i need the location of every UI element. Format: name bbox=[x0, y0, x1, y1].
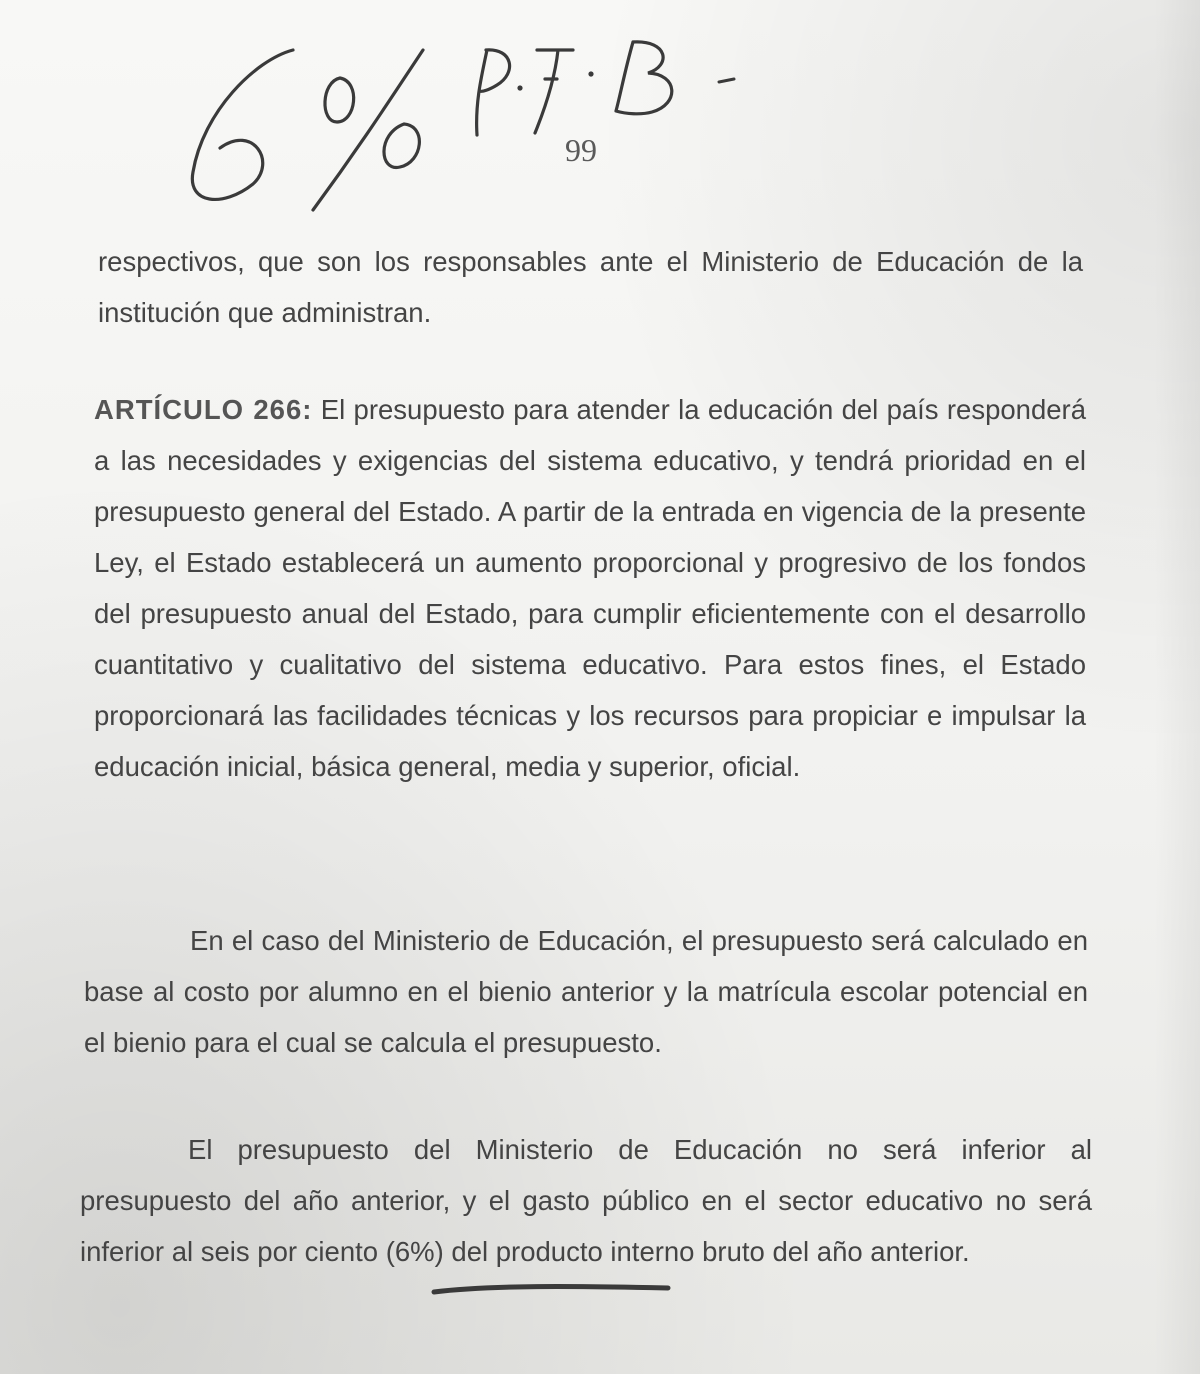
handwritten-underline bbox=[430, 1280, 675, 1302]
article-body: El presupuesto para atender la educación del país responderá a las necesidades y exigencias del sistema educativo, y tendrá prioridad en el presupuesto general del Estado. A partir de la entrada en vigencia de la presente Ley, el Estado establecerá un aumento proporcional y progresivo de los fondos del presupuesto anual del Estado, para cumplir eficientemente con el desarrollo cuantitativo y cualitativo del sistema educativo. Para estos fines, el Estado proporcionará las facilidades técnicas y los recursos para propiciar e impulsar la educación inicial, básica general, media y superior, oficial. bbox=[94, 394, 1087, 782]
article-266-paragraph bbox=[94, 384, 1086, 792]
article-label: ARTÍCULO 266: bbox=[94, 394, 313, 425]
handwritten-dot-1 bbox=[517, 85, 522, 90]
handwritten-percent-bottom-circle bbox=[384, 124, 419, 167]
handwritten-percent-top-circle bbox=[325, 78, 354, 122]
paragraph-intro: respectivos, que son los responsables ante el Ministerio de Educación de la institución que administran. bbox=[98, 246, 1083, 328]
page-number: 99 bbox=[565, 132, 597, 168]
handwritten-dash bbox=[719, 79, 734, 82]
handwritten-six bbox=[192, 50, 293, 199]
page-edge-shadow bbox=[1154, 0, 1200, 1374]
handwritten-percent-slash bbox=[313, 50, 423, 210]
handwritten-annotation bbox=[175, 30, 775, 220]
handwritten-i bbox=[535, 50, 573, 133]
paragraph-minimum-spending: El presupuesto del Ministerio de Educación no será inferior al presupuesto del año anterior, y el gasto público en el sector educativo no será inferior al seis por ciento (6%) del producto interno bruto del año anterior. bbox=[80, 1134, 1092, 1267]
paragraph-ministry-budget: En el caso del Ministerio de Educación, el presupuesto será calculado en base al costo por alumno en el bienio anterior y la matrícula escolar potencial en el bienio para el cual se calcula el presupuesto. bbox=[84, 925, 1088, 1058]
handwriting-svg bbox=[175, 30, 775, 220]
handwritten-p bbox=[477, 50, 510, 135]
handwritten-b bbox=[616, 42, 672, 114]
handwritten-dot-2 bbox=[588, 71, 593, 76]
